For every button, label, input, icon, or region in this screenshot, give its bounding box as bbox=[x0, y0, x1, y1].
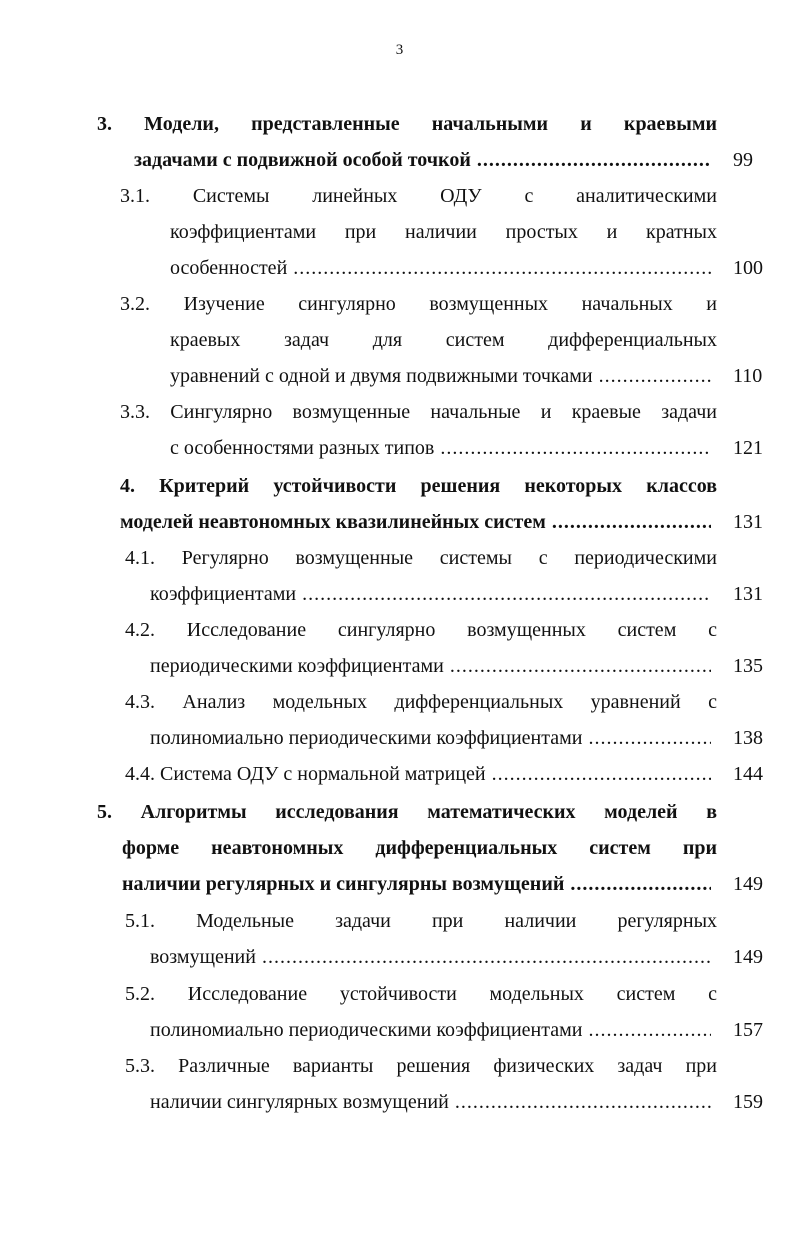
chapter-5-title-line-1 bbox=[97, 794, 717, 830]
section-3-1-line-2: коэффициентами при наличии простых и кратных bbox=[170, 221, 717, 243]
section-5-2-number: 5.2. bbox=[125, 983, 155, 1005]
section-4-3-page: 138 bbox=[733, 727, 763, 749]
leader-dots bbox=[588, 720, 711, 756]
section-3-3-page: 121 bbox=[733, 437, 763, 459]
section-3-2-line-2: краевых задач для систем дифференциальных bbox=[170, 329, 717, 351]
section-5-1-line-1 bbox=[125, 903, 717, 939]
section-4-3-line-2 bbox=[150, 720, 717, 756]
section-5-2-line-1 bbox=[125, 976, 717, 1012]
leader-dots bbox=[599, 358, 711, 394]
section-5-3-line-1 bbox=[125, 1048, 717, 1084]
chapter-5-title-end: наличии регулярных и сингулярны возмущений bbox=[122, 873, 565, 895]
section-4-3-title: Анализ модельных дифференциальных уравнений с bbox=[182, 691, 717, 713]
chapter-3-title-continued: задачами с подвижной особой точкой bbox=[134, 149, 471, 171]
section-4-4-line-1 bbox=[125, 756, 717, 792]
section-4-2-title-end: периодическими коэффициентами bbox=[150, 655, 444, 677]
leader-dots bbox=[552, 504, 711, 540]
section-5-3-number: 5.3. bbox=[125, 1055, 155, 1077]
section-3-1-line-1 bbox=[120, 178, 717, 214]
chapter-3-number: 3. bbox=[97, 113, 112, 135]
section-5-3-title-end: наличии сингулярных возмущений bbox=[150, 1091, 449, 1113]
chapter-5-number: 5. bbox=[97, 801, 112, 823]
leader-dots bbox=[492, 756, 711, 792]
section-5-3-title: Различные варианты решения физических задач при bbox=[178, 1055, 717, 1077]
section-5-1-title-end: возмущений bbox=[150, 946, 256, 968]
chapter-4-page: 131 bbox=[733, 511, 763, 533]
section-4-1-title: Регулярно возмущенные системы с периодическими bbox=[181, 547, 717, 569]
section-5-2-title-end: полиномиально периодическими коэффициентами bbox=[150, 1019, 583, 1041]
section-3-1-line-3 bbox=[170, 250, 717, 286]
section-4-1-number: 4.1. bbox=[125, 547, 155, 569]
section-3-1-title-end: особенностей bbox=[170, 257, 288, 279]
section-5-1-page: 149 bbox=[733, 946, 763, 968]
section-3-3-title-end: с особенностями разных типов bbox=[170, 437, 435, 459]
section-5-2-line-2 bbox=[150, 1012, 717, 1048]
chapter-4-title-line-1 bbox=[120, 468, 717, 504]
section-4-4-page: 144 bbox=[733, 763, 763, 785]
section-4-1-page: 131 bbox=[733, 583, 763, 605]
chapter-3-title-line-2 bbox=[134, 142, 717, 178]
leader-dots bbox=[477, 142, 711, 178]
section-3-2-title: Изучение сингулярно возмущенных начальных и bbox=[183, 293, 718, 315]
chapter-4-title-continued: моделей неавтономных квазилинейных систем bbox=[120, 511, 546, 533]
section-4-2-number: 4.2. bbox=[125, 619, 155, 641]
page-number: 3 bbox=[395, 42, 404, 58]
chapter-3-title-line-1 bbox=[97, 106, 717, 142]
section-4-3-line-1 bbox=[125, 684, 717, 720]
section-5-3-page: 159 bbox=[733, 1091, 763, 1113]
section-4-4-number: 4.4. bbox=[125, 763, 155, 785]
leader-dots bbox=[440, 430, 711, 466]
leader-dots bbox=[588, 1012, 711, 1048]
chapter-3-title: Модели, представленные начальными и краевыми bbox=[144, 113, 717, 135]
section-5-1-line-2 bbox=[150, 939, 717, 975]
section-5-1-title: Модельные задачи при наличии регулярных bbox=[196, 910, 718, 932]
chapter-5-title-line-2: форме неавтономных дифференциальных систем при bbox=[122, 837, 717, 859]
section-4-1-title-end: коэффициентами bbox=[150, 583, 297, 605]
section-4-2-line-2 bbox=[150, 648, 717, 684]
section-4-4-title: Система ОДУ с нормальной матрицей bbox=[160, 763, 486, 785]
leader-dots bbox=[455, 1084, 711, 1120]
section-3-3-title: Сингулярно возмущенные начальные и краевые задачи bbox=[170, 401, 718, 423]
section-4-2-line-1 bbox=[125, 612, 717, 648]
section-3-1-page: 100 bbox=[733, 257, 763, 279]
leader-dots bbox=[293, 250, 711, 286]
section-4-2-page: 135 bbox=[733, 655, 763, 677]
section-3-2-line-1 bbox=[120, 286, 717, 322]
chapter-4-title-line-2 bbox=[120, 504, 717, 540]
chapter-3-page: 99 bbox=[733, 149, 753, 171]
leader-dots bbox=[450, 648, 711, 684]
leader-dots bbox=[570, 866, 711, 902]
section-5-2-page: 157 bbox=[733, 1019, 763, 1041]
leader-dots bbox=[302, 576, 711, 612]
section-3-2-title-end: уравнений с одной и двумя подвижными точками bbox=[170, 365, 593, 387]
section-4-3-title-end: полиномиально периодическими коэффициентами bbox=[150, 727, 583, 749]
section-3-1-number: 3.1. bbox=[120, 185, 150, 207]
chapter-5-title-line-3 bbox=[122, 866, 717, 902]
section-4-2-title: Исследование сингулярно возмущенных систем с bbox=[186, 619, 717, 641]
leader-dots bbox=[262, 939, 711, 975]
chapter-5-page: 149 bbox=[733, 873, 763, 895]
section-4-1-line-2 bbox=[150, 576, 717, 612]
section-3-2-number: 3.2. bbox=[120, 293, 150, 315]
section-4-1-line-1 bbox=[125, 540, 717, 576]
section-3-2-page: 110 bbox=[733, 365, 763, 387]
section-3-3-line-1 bbox=[120, 394, 717, 430]
chapter-4-title: Критерий устойчивости решения некоторых классов bbox=[159, 475, 718, 497]
section-3-2-line-3 bbox=[170, 358, 717, 394]
chapter-4-number: 4. bbox=[120, 475, 135, 497]
section-5-3-line-2 bbox=[150, 1084, 717, 1120]
section-4-3-number: 4.3. bbox=[125, 691, 155, 713]
section-3-3-number: 3.3. bbox=[120, 401, 150, 423]
section-5-1-number: 5.1. bbox=[125, 910, 155, 932]
section-3-1-title: Системы линейных ОДУ с аналитическими bbox=[192, 185, 717, 207]
section-3-3-line-2 bbox=[170, 430, 717, 466]
chapter-5-title: Алгоритмы исследования математических моделей в bbox=[140, 801, 717, 823]
section-5-2-title: Исследование устойчивости модельных систем с bbox=[187, 983, 718, 1005]
